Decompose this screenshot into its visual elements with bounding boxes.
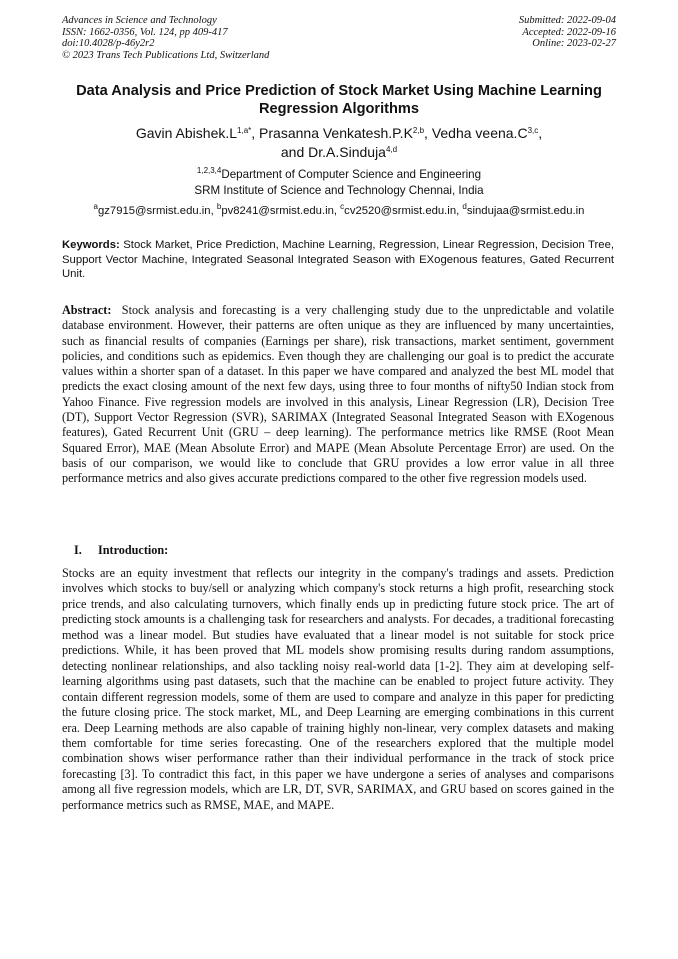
abstract-label: Abstract: <box>62 303 112 317</box>
copyright: © 2023 Trans Tech Publications Ltd, Switzerland <box>62 49 270 61</box>
keywords-label: Keywords: <box>62 239 120 251</box>
introduction-text: Stocks are an equity investment that reflects our integrity in the company's tradings and assets. Prediction involves which stocks to buy/sell or analyzing which company's stock returns a high profit, researching stock price trends, and also calculating turnovers, which finally ends up in predicting future stock price. The art of predicting stock amounts is a challenging task for researchers and analysts. For decades, a traditional forecasting method was a linear model. But studies have evaluated that a linear model is not suitable for stock price predictions. While, it has been proved that ML models show promising results during random assumptions, detecting nonlinear relationships, and also tackling noisy real-world data [1-2]. They aim at developing self-learning algorithms using past datasets, such that the machine can be enabled to project future activity. They contain different regression models, some of them are used to compare and analyze in this paper for predicting the future closing price. The stock market, ML, and Deep Learning are emerging combinations in this current era. Deep Learning methods are also capable of training highly non-linear, very complex datasets and making them comfortable for time series forecasting. One of the researchers explored that the multiple model combination shows wiser performance rather than their individual performance in the track of stock price forecasting [3]. To contradict this fact, in this paper we have undergone a series of analyses and comparisons among all five regression models, which are LR, DT, SVR, SARIMAX, and GRU based on scores gained in the performance metrics such as RMSE, MAE, and MAPE. <box>62 566 614 812</box>
submitted-date: Submitted: 2022-09-04 <box>518 15 616 26</box>
email[interactable]: $^b$pv8241@srmist.edu.in, <box>216 202 341 217</box>
author: Prasanna $Venkatesh.P.K^{2,b}$, <box>259 125 432 141</box>
journal-name: Advances in Science and Technology <box>62 15 217 26</box>
email-list <box>62 204 616 218</box>
department: Department of Computer Science and Engineering <box>221 168 482 181</box>
author: Vedha $veena.C^{3,c}$, <box>431 125 543 141</box>
abstract <box>62 303 614 487</box>
publication-dates <box>519 15 616 50</box>
affiliation <box>62 167 616 199</box>
email[interactable]: $^c$cv2520@srmist.edu.in, <box>340 202 463 217</box>
section-number: I. <box>74 543 82 557</box>
doi: doi:10.4028/p-46y2r2 <box>62 38 155 49</box>
section-title: Introduction: <box>98 543 169 557</box>
author-list <box>62 124 616 162</box>
section-heading <box>62 543 168 558</box>
institute: SRM Institute of Science and Technology Chennai, India <box>194 184 484 197</box>
author: and Dr.A.Sinduja$^{4,d}$ <box>280 144 398 160</box>
author: Gavin $Abishek.L^{1,a*}$, <box>135 125 260 141</box>
online-date: Online: 2023-02-27 <box>532 38 616 49</box>
email[interactable]: $^d$sindujaa@srmist.edu.in <box>462 202 585 217</box>
abstract-text: Stock analysis and forecasting is a very challenging study due to the unpredictable and volatile database environment. However, their patterns are often unique as they are influenced by many uncertainties, such as financial results of companies (Earnings per share), risk transactions, market sentiment, government policies, and conditions such as epidemics. Even though they are challenging our goal is to predict the accurate values within a shorter span of a dataset. In this paper we have compared and analyzed the best ML model that predicts the exact closing amount of the next few days, using three to four months of nifty50 Indian stock from Yahoo Finance. Five regression models are involved in this analysis, Linear Regression (LR), Decision Tree (DT), Support Vector Regression (SVR), SARIMAX (Integrated Seasonal Integrated Season with EXogenous features), Gated Recurrent Unit (GRU – deep learning). The performance metrics like RMSE (Root Mean Squared Error), MAE (Mean Absolute Error) and MAPE (Mean Absolute Percentage Error) are used. On the basis of our comparison, we would like to conclude that GRU provides a low error value in all three performance metrics and also gives accurate predictions compared to the other five regression models used. <box>62 303 614 486</box>
paper-title: Data Analysis and Price Prediction of Stock Market Using Machine Learning Regression Algorithms <box>76 83 602 117</box>
affiliation-marker: 1,2,3,4 <box>196 166 222 175</box>
keywords-text: Stock Market, Price Prediction, Machine Learning, Regression, Linear Regression, Decision Tree, Support Vector Machine, Integrated Seasonal Integrated Season with EXogenous features, Gated Recurrent Unit. <box>62 239 615 281</box>
journal-info <box>62 15 269 61</box>
issn: ISSN: 1662-0356, Vol. 124, pp 409-417 <box>62 26 228 38</box>
keywords <box>62 238 614 282</box>
email[interactable]: $^a$gz7915@srmist.edu.in, <box>93 202 217 217</box>
accepted-date: Accepted: 2022-09-16 <box>522 26 616 38</box>
